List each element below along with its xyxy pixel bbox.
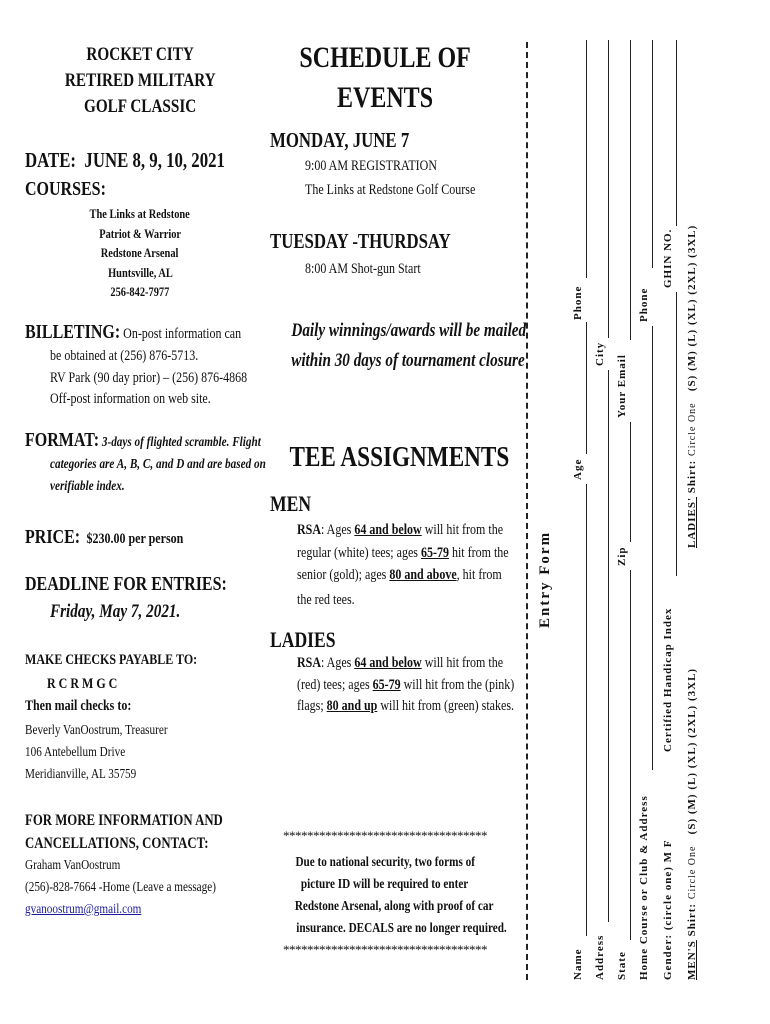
deadline-label-text: DEADLINE FOR ENTRIES: [25,573,227,595]
zip-label [616,546,628,566]
men-text: will hit from the [421,522,504,538]
event-title-line: ROCKET CITY [86,44,194,65]
event-title-line: RETIRED MILITARY [64,70,216,91]
ladies-shirt-sizes[interactable]: (S) (M) (L) (XL) (2XL) (3XL) [686,224,698,392]
deadline-value [50,601,213,623]
ladies-shirt-label: LADIES' [686,496,698,548]
stars-bottom [280,942,490,958]
age-label [572,459,584,480]
ladies-text: : Ages [321,655,355,671]
checks-value [47,676,135,693]
city-field[interactable] [608,40,609,338]
men-age-range: 80 and above [389,567,457,583]
security-note [270,852,507,940]
courses-label-text: COURSES: [25,178,106,200]
course-line: 256-842-7977 [110,284,170,299]
tuesday-details [305,261,450,278]
billeting-lines [50,346,296,411]
men-rules [297,519,562,611]
monday-label [270,128,444,153]
phone-field[interactable] [586,40,587,278]
winnings-line: within 30 days of tournament closure [291,350,525,371]
monday-line: The Links at Redstone Golf Course [305,182,476,198]
mail-line: Beverly VanOostrum, Treasurer [25,723,168,738]
address-label [594,935,606,980]
ladies-age-range: 80 and up [326,698,378,714]
men-text: , hit from [456,567,502,583]
contact-name: Graham VanOostrum [25,858,121,873]
ladies-label-text: LADIES [270,627,336,652]
handicap-label [662,608,674,752]
city-label [594,342,606,366]
course-line: The Links at Redstone [89,206,191,221]
courses-label [25,178,126,201]
billeting-line: On-post information can [123,326,242,342]
mail-label-text: Then mail checks to: [25,698,132,714]
event-title-line: GOLF CLASSIC [83,96,197,117]
ladies-text: (red) tees; ages [297,676,373,693]
billeting-section [25,321,295,344]
deadline-label [25,573,277,596]
tee-title [262,441,510,474]
ladies-text: flags; [297,698,327,714]
men-text: senior (gold); ages [297,567,390,583]
age-label-text: Age [572,458,584,480]
ghin-label-text: GHIN NO. [662,228,674,288]
billeting-line: be obtained at (256) 876-5713. [50,348,199,364]
stars-divider: ********************************** [283,942,487,957]
entry-form-title-text: Entry Form [537,530,553,628]
phone2-label [638,288,650,322]
home-course-field[interactable] [652,326,653,770]
mens-shirt-row [686,668,698,980]
men-text: hit from the [448,544,509,561]
ladies-shirt-text: Shirt: [686,459,698,497]
tuesday-label-text: TUESDAY -THURDSAY [270,229,451,253]
tuesday-label [270,229,496,254]
state-field[interactable] [630,570,631,940]
course-line: Huntsville, AL [107,264,173,280]
contact-block [25,855,264,921]
city-label-text: City [594,341,606,366]
men-age-range: 65-79 [420,544,449,561]
ladies-text: will hit from the (pink) [400,676,515,693]
checks-label-text: MAKE CHECKS PAYABLE TO: [25,652,198,668]
mail-line: Meridianville, AL 35759 [25,767,137,782]
info-label [25,809,272,855]
mail-address [25,720,203,786]
checks-value-text: R C R M G C [47,676,118,692]
men-rsa: RSA [297,522,322,538]
men-text: : Ages [321,522,355,538]
men-text: the red tees. [297,591,355,608]
gender-label [662,840,674,980]
email-label-text: Your Email [616,354,628,418]
ladies-rsa: RSA [297,655,322,671]
security-line: picture ID will be required to enter [301,877,469,892]
gender-label-text: Gender: (circle one) M F [662,839,674,980]
winnings-note [262,316,527,376]
date-value: JUNE 8, 9, 10, 2021 [84,148,225,172]
name-label [572,949,584,981]
ladies-text: will hit from the [421,655,504,671]
schedule-title-line: EVENTS [336,81,434,114]
mail-line: 106 Antebellum Drive [25,745,126,760]
state-label-text: State [616,951,628,980]
ladies-label [270,627,352,653]
ladies-circle-one: Circle One [687,402,698,456]
men-text: regular (white) tees; ages [297,544,421,561]
contact-phone: (256)-828-7664 -Home (Leave a message) [25,880,216,895]
date-row [25,148,275,173]
name-field[interactable] [586,484,587,936]
checks-label [25,652,240,669]
event-title [40,42,240,120]
entry-form-title [537,531,554,628]
monday-label-text: MONDAY, JUNE 7 [270,128,410,152]
name-label-text: Name [572,948,584,980]
stars-top [280,828,490,844]
ladies-text: will hit from (green) stakes. [377,698,514,714]
men-label [270,491,321,517]
winnings-line: Daily winnings/awards will be mailed [291,320,527,341]
handicap-field[interactable] [676,292,677,576]
monday-details [305,154,518,202]
ladies-shirt-row [686,225,698,548]
phone-label-text: Phone [572,285,584,320]
home-course-label [638,795,650,980]
format-line: verifiable index. [50,479,125,494]
mail-label [25,698,158,715]
mens-shirt-sizes[interactable]: (S) (M) (L) (XL) (2XL) (3XL) [686,667,698,835]
security-line: Redstone Arsenal, along with proof of car [294,899,494,914]
info-label-line: CANCELLATIONS, CONTACT: [25,835,209,852]
billeting-line: Off-post information on web site. [50,391,211,407]
contact-email-link[interactable]: gvanoostrum@gmail.com [25,902,142,917]
date-label: DATE: [25,148,77,172]
course-line: Patriot & Warrior [99,225,181,241]
ladies-age-range: 64 and below [354,655,422,671]
phone2-field[interactable] [652,40,653,268]
address-field[interactable] [608,370,609,922]
cut-line [526,42,528,980]
zip-label-text: Zip [616,546,628,566]
tuesday-line: 8:00 AM Shot-gun Start [305,261,421,277]
state-label [616,951,628,980]
security-line: insurance. DECALS are no longer required. [296,921,507,936]
course-line: Redstone Arsenal [101,245,179,260]
phone-label [572,286,584,320]
courses-list [40,204,240,302]
ghin-label [662,229,674,288]
tee-title-text: TEE ASSIGNMENTS [289,441,510,473]
info-label-line: FOR MORE INFORMATION AND [25,812,223,829]
email-field[interactable] [630,40,631,340]
price-row [25,526,223,549]
men-age-range: 64 and below [354,522,422,538]
email-label [616,354,628,418]
ladies-age-range: 65-79 [372,676,401,693]
price-label: PRICE: [25,526,81,548]
format-label: FORMAT: [25,429,100,451]
mens-shirt-label: MEN'S [686,940,698,980]
schedule-title [265,38,505,118]
monday-line: 9:00 AM REGISTRATION [305,158,438,174]
address-label-text: Address [594,934,606,980]
mens-shirt-text: Shirt: [686,902,698,941]
schedule-title-line: SCHEDULE OF [299,41,471,74]
mens-circle-one: Circle One [687,845,698,900]
format-line: 3-days of flighted scramble. Flight [101,435,261,450]
men-label-text: MEN [270,491,312,516]
price-value: $230.00 per person [86,531,184,547]
home-course-label-text: Home Course or Club & Address [638,795,650,980]
billeting-line: RV Park (90 day prior) – (256) 876-4868 [50,369,248,386]
format-line: categories are A, B, C, and D and are based on [50,457,266,472]
billeting-label: BILLETING: [25,321,121,343]
age-field[interactable] [586,322,587,454]
zip-field[interactable] [630,422,631,542]
handicap-label-text: Certified Handicap Index [662,607,674,752]
ghin-field[interactable] [676,40,677,226]
security-line: Due to national security, two forms of [295,855,475,870]
phone2-label-text: Phone [638,287,650,322]
stars-divider: ********************************** [283,828,487,843]
deadline-value-text: Friday, May 7, 2021. [50,601,181,622]
